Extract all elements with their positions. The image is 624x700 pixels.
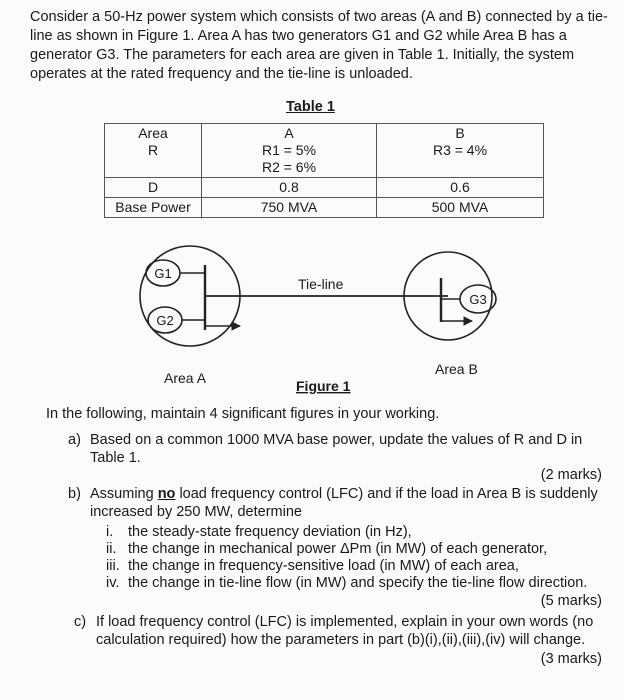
parameter-table	[104, 123, 544, 218]
figure-caption: Figure 1	[296, 378, 351, 394]
row-base-label: Base Power	[105, 198, 202, 218]
qb-item-1-number: i.	[106, 524, 114, 540]
area-a-label: Area A	[164, 370, 207, 386]
qb-item-2-text: the change in mechanical power ΔPm (in MW) of each generator,	[128, 541, 548, 557]
cell-r-b	[377, 124, 544, 178]
g3-label: G3	[469, 292, 487, 307]
qb-item-1-text: the steady-state frequency deviation (in Hz),	[128, 524, 412, 540]
header-b-label: B	[455, 125, 465, 141]
header-a-label: A	[284, 125, 294, 141]
qa-marks: (2 marks)	[540, 467, 602, 483]
instruction-text: In the following, maintain 4 significant figures in your working.	[46, 406, 440, 422]
row-d-label: D	[105, 178, 202, 198]
base-a-value: 750 MVA	[202, 198, 377, 218]
qc-marks: (3 marks)	[540, 651, 602, 667]
r2-value: R2 = 6%	[261, 159, 317, 175]
qb-marks: (5 marks)	[540, 593, 602, 609]
qb-item-3-number: iii.	[106, 558, 120, 574]
qb-item-2-number: ii.	[106, 541, 117, 557]
r1-value: R1 = 5%	[261, 142, 317, 158]
header-area	[105, 124, 202, 178]
qc-label: c)	[74, 614, 87, 630]
area-b-label: Area B	[435, 361, 478, 377]
qa-label: a)	[68, 432, 81, 448]
g1-label: G1	[154, 266, 172, 281]
g2-label: G2	[156, 313, 174, 328]
qb-item-3-text: the change in frequency-sensitive load (in MW) of each area,	[128, 558, 519, 574]
qb-item-4-text: the change in tie-line flow (in MW) and specify the tie-line flow direction.	[128, 575, 588, 591]
qb-item-4-number: iv.	[106, 575, 120, 591]
r3-value: R3 = 4%	[432, 142, 488, 158]
header-area-label: Area	[138, 125, 168, 141]
figure-1-diagram	[0, 240, 624, 400]
tie-line-label: Tie-line	[298, 276, 344, 292]
qc-text: If load frequency control (LFC) is implemented, explain in your own words (no calculation required) how the parameters in part (b)(i),(ii),(iii),(iv) will change.	[96, 614, 594, 648]
qb-text-no: no	[157, 486, 176, 502]
qb-text-post: load frequency control (LFC) and if the load in Area B is suddenly increased by 250 MW, determine	[90, 486, 598, 520]
qb-text-pre: Assuming	[90, 486, 158, 502]
intro-paragraph: Consider a 50-Hz power system which consists of two areas (A and B) connected by a tie-line as shown in Figure 1. Area A has two generators G1 and G2 while Area B has a generator G3. The parameters for each area are given in Table 1. Initially, the system operates at the rated frequency and the tie-line is unloaded.	[30, 9, 608, 82]
base-b-value: 500 MVA	[377, 198, 544, 218]
d-b-value: 0.6	[377, 178, 544, 198]
qb-label: b)	[68, 486, 81, 502]
d-a-value: 0.8	[202, 178, 377, 198]
table-title: Table 1	[286, 99, 335, 115]
cell-r-a	[202, 124, 377, 178]
row-r-label: R	[147, 142, 159, 158]
qb-text	[90, 485, 612, 521]
qa-text: Based on a common 1000 MVA base power, update the values of R and D in Table 1.	[90, 432, 583, 466]
